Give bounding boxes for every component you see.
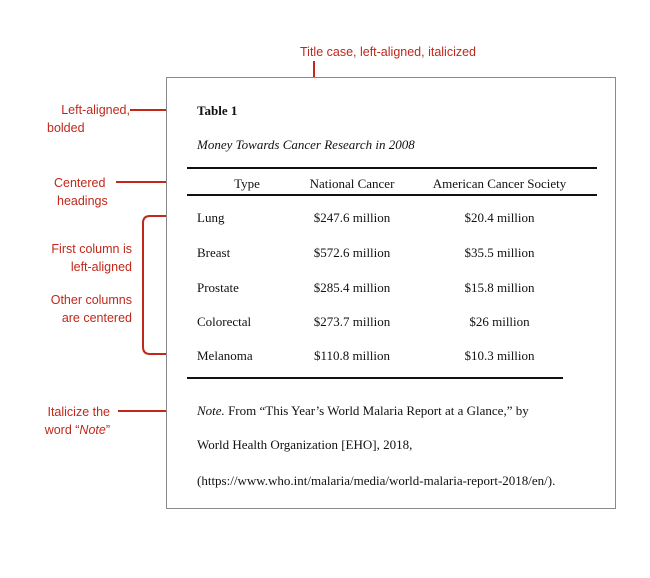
row-4-type: Colorectal: [197, 314, 252, 329]
annotation-note-line2: [10, 421, 110, 439]
annotation-other-columns-line2: are centered: [61, 311, 132, 325]
annotation-headings-line2: headings: [57, 194, 108, 208]
annotation-headings: [54, 174, 144, 210]
annotation-table-number-line1: Left-aligned,: [61, 103, 130, 117]
note-line-3: (https://www.who.int/malaria/media/world-malaria-report-2018/en/).: [197, 473, 556, 488]
annotation-other-columns-line1: Other columns: [50, 293, 132, 307]
header-national-cancer: National Cancer: [309, 176, 395, 191]
annotation-first-column-line1: First column is: [51, 242, 132, 256]
note-line-2: World Health Organization [EHO], 2018,: [197, 437, 413, 452]
annotation-note-suffix: ”: [105, 423, 110, 437]
row-3-type: Prostate: [197, 280, 239, 295]
annotation-other-columns: [10, 291, 132, 327]
header-type: Type: [234, 176, 260, 191]
document-panel: [166, 77, 616, 509]
annotation-table-number: [20, 101, 130, 137]
annotation-note-word: Note: [79, 423, 106, 437]
annotation-note-prefix: word “: [44, 423, 80, 437]
row-4-national: $273.7 million: [313, 314, 391, 329]
row-1-national: $247.6 million: [313, 210, 391, 225]
bottom-rule: [187, 377, 563, 379]
note-label: Note.: [197, 403, 225, 418]
row-1-type: Lung: [197, 210, 225, 225]
annotation-title-style: Title case, left-aligned, italicized: [300, 45, 477, 59]
annotation-note: [10, 403, 110, 439]
row-4-acs: $26 million: [469, 314, 530, 329]
top-rule: [187, 167, 597, 169]
annotation-first-column: [10, 240, 132, 276]
row-1-acs: $20.4 million: [464, 210, 535, 225]
row-5-type: Melanoma: [197, 348, 253, 363]
row-5-acs: $10.3 million: [464, 348, 535, 363]
note-line-1: [197, 403, 529, 419]
table-title: Money Towards Cancer Research in 2008: [197, 137, 415, 152]
header-rule: [187, 194, 597, 196]
annotation-headings-line1: Centered: [54, 176, 106, 190]
annotation-note-line1: Italicize the: [47, 405, 110, 419]
annotation-table-number-line2: bolded: [47, 121, 85, 135]
row-2-type: Breast: [197, 245, 231, 260]
header-american-cancer-society: American Cancer Society: [432, 176, 567, 191]
row-3-acs: $15.8 million: [464, 280, 535, 295]
row-2-national: $572.6 million: [313, 245, 391, 260]
row-5-national: $110.8 million: [313, 348, 391, 363]
annotation-first-column-line2: left-aligned: [70, 260, 132, 274]
row-2-acs: $35.5 million: [464, 245, 535, 260]
note-line-1-text: From “This Year’s World Malaria Report at a Glance,” by: [224, 403, 529, 418]
table-number: Table 1: [197, 103, 238, 118]
row-3-national: $285.4 million: [313, 280, 391, 295]
